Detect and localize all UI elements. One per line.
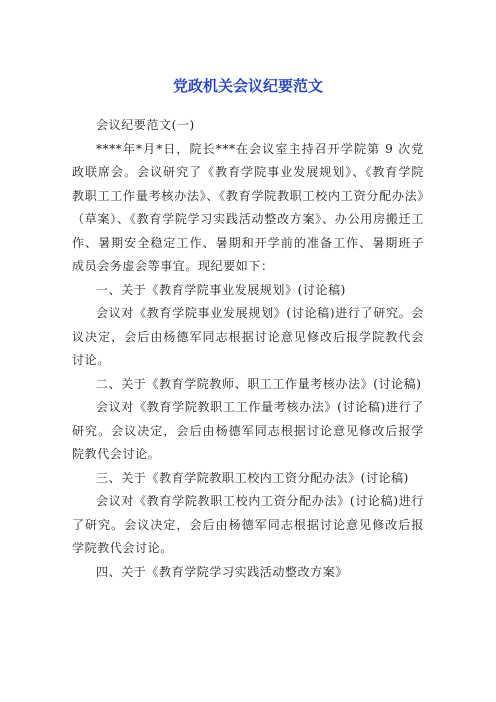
item-heading-4: 四、关于《教育学院学习实践活动整改方案》 — [96, 564, 349, 579]
intro-paragraph: ****年*月*日，院长***在会议室主持召开学院第 9 次党政联席会。会议研究了《教育学院事业发展规划》、《教育学院教职工工作量考核办法》、《教育学院教职工校内工资分配办法》（草案）、《教育学院学习实践活动整改方案》、办公用房搬迁工作、暑期安全稳定工作、暑期和开学前的准备工作、暑期班子成员会务虚会等事宜。现纪要如下： — [72, 141, 424, 273]
section-heading: 会议纪要范文(一) — [96, 118, 195, 132]
document-body — [72, 114, 424, 584]
item-paragraph-3: 会议对《教育学院教职工校内工资分配办法》(讨论稿)进行了研究。会议决定，会后由杨德军同志根据讨论意见修改后报学院教代会讨论。 — [72, 494, 424, 555]
item-heading-1: 一、关于《教育学院事业发展规划》(讨论稿) — [96, 282, 346, 297]
item-heading-3: 三、关于《教育学院教职工校内工资分配办法》(讨论稿) — [96, 470, 409, 485]
item-heading-2: 二、关于《教育学院教师、职工工作量考核办法》(讨论稿) — [96, 376, 422, 391]
item-paragraph-1: 会议对《教育学院事业发展规划》(讨论稿)进行了研究。会议决定，会后由杨德军同志根据讨论意见修改后报学院教代会讨论。 — [72, 306, 424, 367]
document-title: 党政机关会议纪要范文 — [172, 77, 323, 95]
item-paragraph-2: 会议对《教育学院教职工工作量考核办法》(讨论稿)进行了研究。会议决定，会后由杨德军同志根据讨论意见修改后报学院教代会讨论。 — [72, 400, 424, 461]
